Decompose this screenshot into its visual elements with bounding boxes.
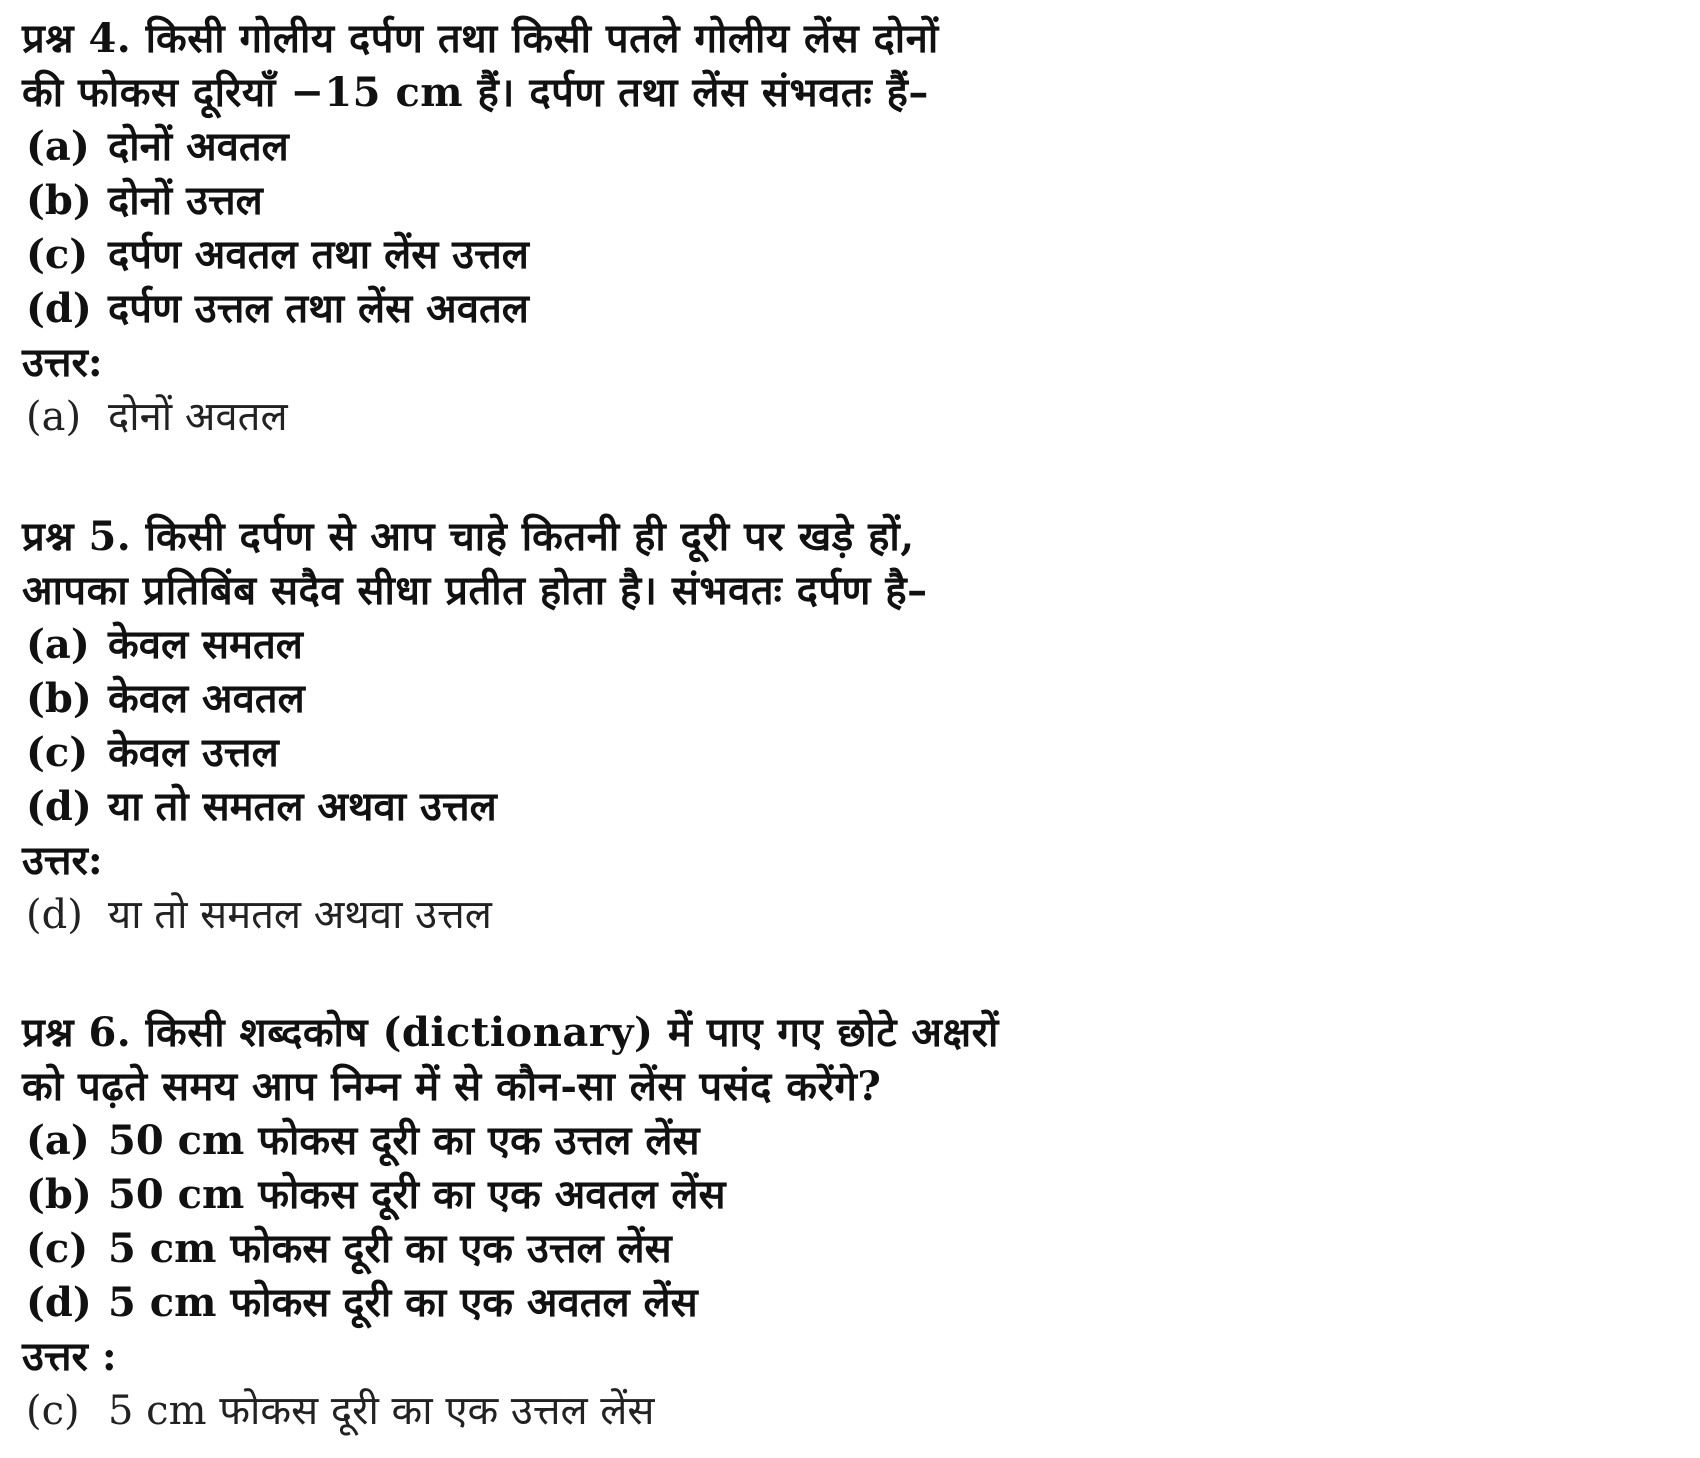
answer-label: (a)	[26, 394, 82, 440]
question-4-option-c	[26, 228, 529, 282]
question-6-answer	[26, 1384, 654, 1438]
question-6-line-2: को पढ़ते समय आप निम्न में से कौन-सा लेंस पसंद करेंगे?	[22, 1063, 882, 1110]
question-4-line-2: की फोकस दूरियाँ −15 cm हैं। दर्पण तथा लेंस संभवतः हैं–	[22, 69, 929, 116]
option-label: (d)	[26, 1279, 92, 1326]
option-label: (b)	[26, 1171, 92, 1218]
option-text: 50 cm फोकस दूरी का एक अवतल लेंस	[108, 1171, 726, 1218]
option-label: (a)	[26, 621, 90, 668]
option-label: (c)	[26, 729, 89, 776]
question-6-option-a	[26, 1114, 700, 1168]
question-5-option-d	[26, 780, 497, 834]
option-text: दर्पण उत्तल तथा लेंस अवतल	[108, 285, 529, 332]
question-4-answer-heading: उत्तर:	[22, 339, 103, 386]
question-5-option-c	[26, 726, 279, 780]
option-text: दोनों उत्तल	[108, 177, 263, 224]
question-6-option-b	[26, 1168, 726, 1222]
option-text: या तो समतल अथवा उत्तल	[108, 783, 497, 830]
question-5-option-a	[26, 618, 303, 672]
question-5-line-1: प्रश्न 5. किसी दर्पण से आप चाहे कितनी ही दूरी पर खड़े हों,	[22, 513, 915, 560]
question-6-option-d	[26, 1276, 698, 1330]
option-label: (c)	[26, 1225, 89, 1272]
option-text: दोनों अवतल	[108, 123, 289, 170]
option-label: (c)	[26, 231, 89, 278]
question-5-answer	[26, 888, 492, 942]
option-label: (b)	[26, 675, 92, 722]
question-6-option-c	[26, 1222, 672, 1276]
question-5-option-b	[26, 672, 305, 726]
option-label: (d)	[26, 285, 92, 332]
option-label: (a)	[26, 1117, 90, 1164]
answer-text: दोनों अवतल	[108, 394, 288, 440]
option-text: 5 cm फोकस दूरी का एक उत्तल लेंस	[108, 1225, 672, 1272]
question-4-option-a	[26, 120, 289, 174]
question-5-line-2: आपका प्रतिबिंब सदैव सीधा प्रतीत होता है। संभवतः दर्पण है–	[22, 567, 928, 614]
answer-text: 5 cm फोकस दूरी का एक उत्तल लेंस	[108, 1388, 655, 1434]
option-text: 5 cm फोकस दूरी का एक अवतल लेंस	[108, 1279, 698, 1326]
option-text: केवल अवतल	[108, 675, 305, 722]
question-4-line-1: प्रश्न 4. किसी गोलीय दर्पण तथा किसी पतले गोलीय लेंस दोनों	[22, 15, 939, 62]
option-text: केवल उत्तल	[108, 729, 279, 776]
option-label: (a)	[26, 123, 90, 170]
question-4-option-d	[26, 282, 529, 336]
answer-text: या तो समतल अथवा उत्तल	[108, 892, 492, 938]
option-label: (d)	[26, 783, 92, 830]
question-5-answer-heading: उत्तर:	[22, 837, 103, 884]
question-6-answer-heading: उत्तर :	[22, 1333, 117, 1380]
option-text: केवल समतल	[108, 621, 303, 668]
option-text: 50 cm फोकस दूरी का एक उत्तल लेंस	[108, 1117, 700, 1164]
answer-label: (c)	[26, 1388, 80, 1434]
question-4-answer	[26, 390, 288, 444]
option-text: दर्पण अवतल तथा लेंस उत्तल	[108, 231, 529, 278]
question-6-line-1: प्रश्न 6. किसी शब्दकोष (dictionary) में पाए गए छोटे अक्षरों	[22, 1009, 999, 1056]
option-label: (b)	[26, 177, 92, 224]
answer-label: (d)	[26, 892, 83, 938]
question-4-option-b	[26, 174, 263, 228]
